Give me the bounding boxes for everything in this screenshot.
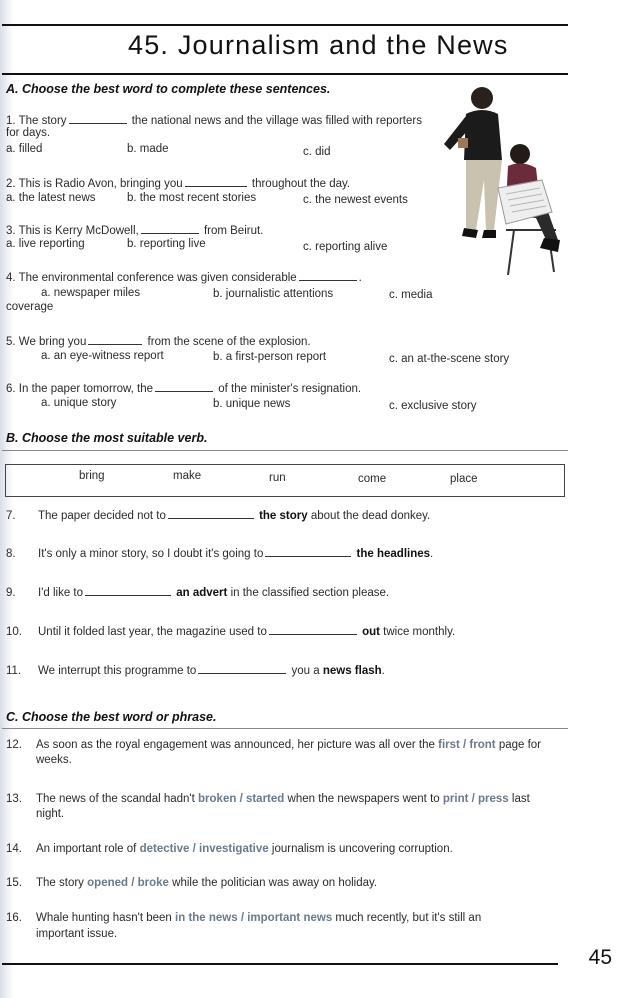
question-14 [6,843,453,855]
q-number: 3. [6,225,16,237]
section-b-heading: B. Choose the most suitable verb. [6,431,208,445]
question-2 [6,176,350,190]
q-number: 1. [6,115,16,127]
q-continuation: night. [36,808,65,820]
q-text: when the newspapers went to [287,793,440,805]
word-option: run [269,472,286,484]
q-number: 11. [6,665,22,677]
q-number: 6. [6,383,16,395]
question-13 [6,793,530,805]
q-text: I'd like to [38,587,84,599]
q-text: We bring you [18,336,87,348]
word-option: make [173,470,202,482]
q-text: page for [498,739,542,751]
choice-pair[interactable]: print / press [442,793,509,805]
option-c[interactable]: c. did [303,146,331,158]
option-c[interactable]: c. the newest events [303,194,408,206]
option-c[interactable]: c. an at-the-scene story [389,353,510,365]
q-continuation: coverage [6,301,54,313]
q-text: while the politician was away on holiday. [172,877,378,889]
option-b[interactable]: b. a first-person report [213,351,327,363]
q-text: . [381,665,385,677]
q-bold: an advert [176,587,228,599]
option-a[interactable]: a. an eye-witness report [41,350,164,362]
option-b[interactable]: b. reporting live [127,238,206,250]
q-number: 7. [6,510,16,522]
word-option: place [450,473,478,485]
q-text: much recently, but it's still an [335,912,482,924]
page-number: 45 [588,946,612,969]
answer-blank[interactable] [185,176,247,187]
q-text: The story [18,115,67,127]
question-9 [6,585,389,599]
option-b[interactable]: b. made [127,143,169,155]
q-number: 13. [6,793,22,805]
q-number: 10. [6,626,22,638]
q-continuation: important issue. [36,928,118,940]
question-16 [6,912,481,924]
q-bold: the story [259,510,308,522]
option-a[interactable]: a. live reporting [6,238,85,250]
q-text: last [511,793,530,805]
answer-blank[interactable] [265,546,351,557]
answer-blank[interactable] [88,334,142,345]
q-text: in the classified section please. [230,587,390,599]
q-text: twice monthly. [383,626,456,638]
option-c[interactable]: c. media [389,289,433,301]
q-text: An important role of [36,843,137,855]
q-number: 12. [6,739,22,751]
question-5 [6,334,311,348]
answer-blank[interactable] [168,508,254,519]
section-b-rule [2,450,568,451]
section-c-heading: C. Choose the best word or phrase. [6,710,217,724]
q-text: from Beirut. [203,225,264,237]
q-text: Whale hunting hasn't been [36,912,172,924]
answer-blank[interactable] [299,270,357,281]
question-6 [6,381,361,395]
answer-blank[interactable] [141,223,199,234]
title-underline [2,73,568,75]
q-text: . [358,272,362,284]
q-continuation: for days. [6,127,51,139]
question-1 [6,113,422,127]
option-b[interactable]: b. unique news [213,398,291,410]
q-number: 16. [6,912,22,924]
man-shoe [482,230,496,238]
question-8 [6,546,433,560]
journalists-photo [436,80,570,280]
q-text: of the minister's resignation. [218,383,362,395]
q-text: It's only a minor story, so I doubt it's going to [38,548,264,560]
q-number: 8. [6,548,16,560]
mug-shape [458,138,468,148]
choice-pair[interactable]: first / front [438,739,496,751]
woman-boot [540,238,560,252]
q-number: 4. [6,272,16,284]
q-number: 9. [6,587,16,599]
q-text: about the dead donkey. [310,510,431,522]
q-text: from the scene of the explosion. [147,336,311,348]
man-legs [466,160,502,232]
word-option: bring [79,470,105,482]
q-text: The environmental conference was given considerable [18,272,297,284]
option-c[interactable]: c. reporting alive [303,241,388,253]
option-a[interactable]: a. newspaper miles [41,287,141,299]
question-11 [6,663,385,677]
man-head [471,87,493,109]
q-text: The paper decided not to [38,510,166,522]
q-text: you a [291,665,320,677]
q-text: This is Radio Avon, bringing you [18,178,183,190]
section-a-heading: A. Choose the best word to complete these sentences. [6,82,331,96]
q-number: 5. [6,336,16,348]
q-text: throughout the day. [251,178,351,190]
man-torso [464,110,502,160]
page-title: 45. Journalism and the News [128,30,509,60]
q-number: 15. [6,877,22,889]
q-text: The story [36,877,84,889]
footer-rule [2,963,558,965]
choice-pair[interactable]: detective / investigative [139,843,269,855]
q-text: In the paper tomorrow, the [18,383,154,395]
question-12 [6,739,541,751]
q-bold: the headlines [356,548,431,560]
option-a[interactable]: a. unique story [41,397,117,409]
question-10 [6,624,455,638]
q-text: Until it folded last year, the magazine used to [38,626,267,638]
word-option: come [358,473,387,485]
answer-blank[interactable] [155,381,213,392]
question-4 [6,270,362,284]
q-number: 2. [6,178,16,190]
q-text: This is Kerry McDowell, [18,225,139,237]
section-c-rule [2,728,568,729]
choice-pair[interactable]: in the news / important news [175,912,333,924]
q-text: The news of the scandal hadn't [36,793,195,805]
q-number: 14. [6,843,22,855]
option-c[interactable]: c. exclusive story [389,400,477,412]
woman-head [510,144,530,164]
choice-pair[interactable]: opened / broke [87,877,169,889]
q-bold: out [362,626,380,638]
question-3 [6,223,263,237]
q-text: As soon as the royal engagement was announced, her picture was all over the [36,739,435,751]
option-b[interactable]: b. the most recent stories [127,192,257,204]
top-rule [2,24,568,26]
option-a[interactable]: a. the latest news [6,192,96,204]
q-text: the national news and the village was filled with reporters [131,115,422,127]
q-text: . [430,548,434,560]
option-b[interactable]: b. journalistic attentions [213,288,334,300]
answer-blank[interactable] [198,663,286,674]
answer-blank[interactable] [69,113,127,124]
option-a[interactable]: a. filled [6,143,43,155]
choice-pair[interactable]: broken / started [198,793,285,805]
answer-blank[interactable] [85,585,171,596]
answer-blank[interactable] [269,624,357,635]
q-continuation: weeks. [36,754,72,766]
question-7 [6,508,430,522]
q-text: journalism is uncovering corruption. [271,843,453,855]
question-15 [6,877,377,889]
q-text: We interrupt this programme to [38,665,197,677]
q-bold: news flash [322,665,382,677]
